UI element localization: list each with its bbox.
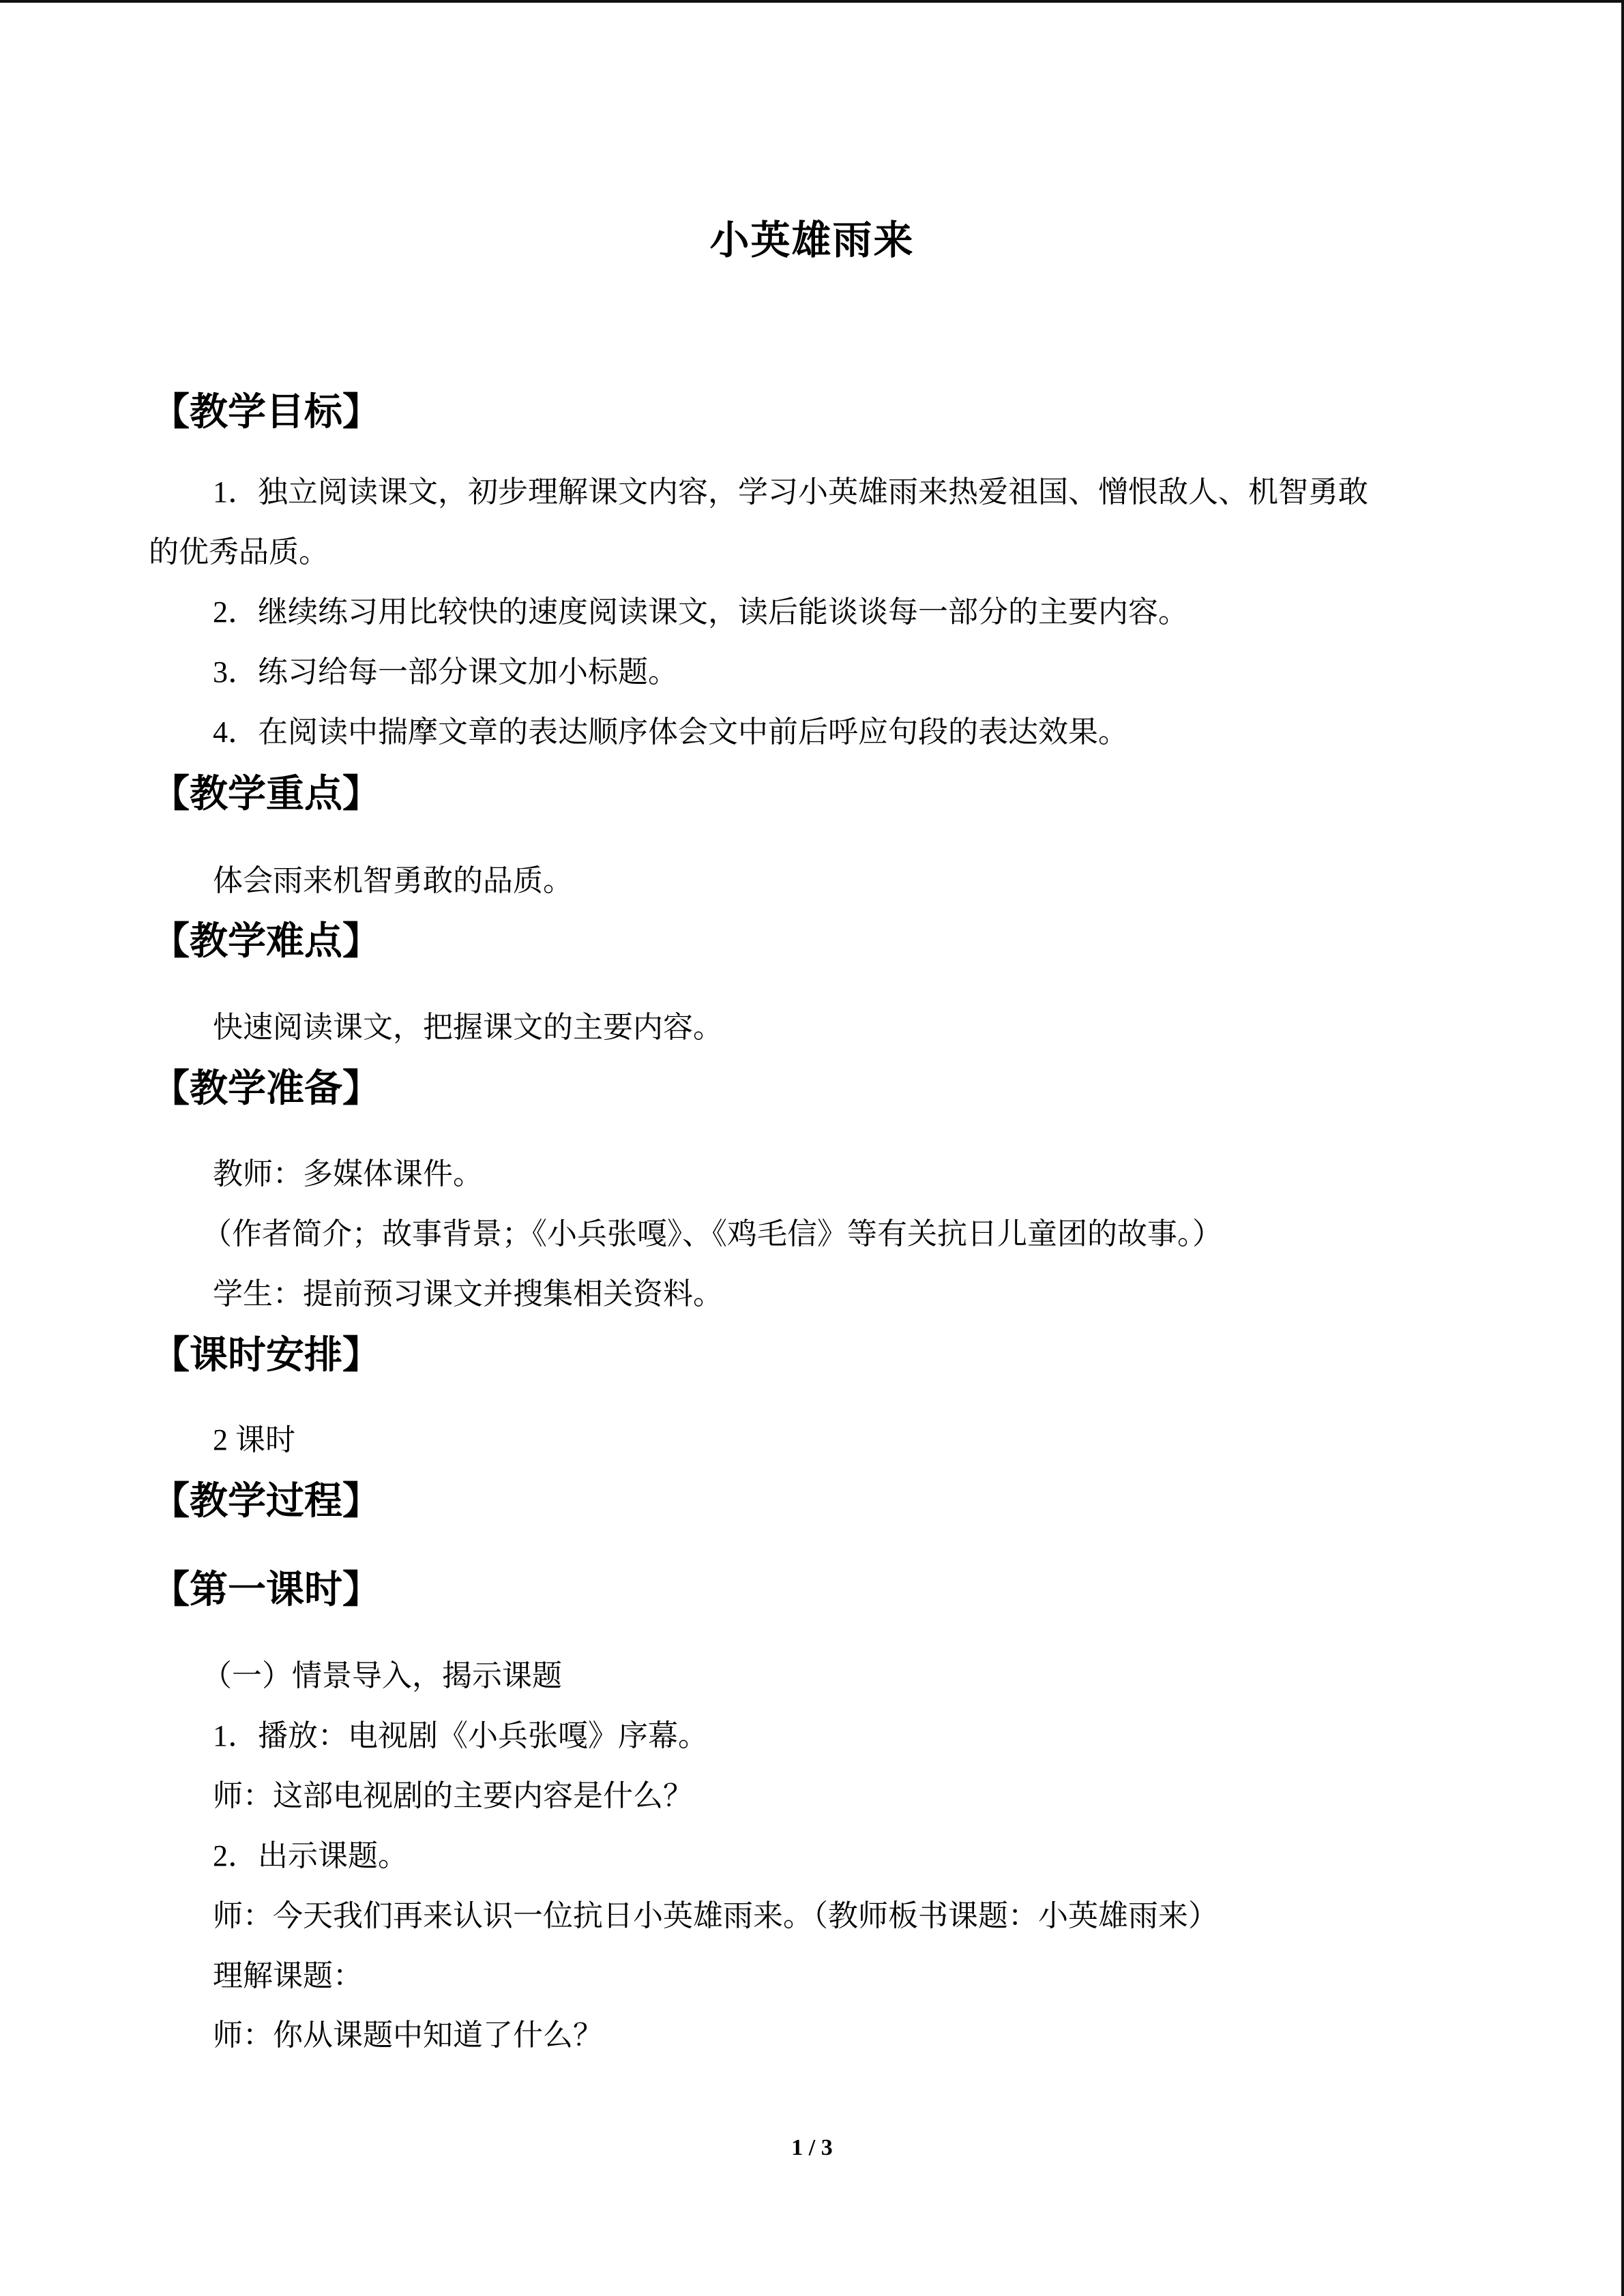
first-lesson-line-today: 师：今天我们再来认识一位抗日小英雄雨来。（教师板书课题：小英雄雨来）: [213, 1899, 1218, 1933]
objective-item-3: 3．练习给每一部分课文加小标题。: [213, 655, 678, 689]
heading-teaching-process: 【教学过程】: [151, 1479, 381, 1523]
first-lesson-step-intro: （一）情景导入，揭示课题: [202, 1659, 562, 1693]
heading-teaching-objectives: 【教学目标】: [151, 390, 381, 434]
first-lesson-line-question: 师：这部电视剧的主要内容是什么？: [213, 1779, 693, 1813]
heading-preparation: 【教学准备】: [151, 1067, 381, 1111]
key-points-text: 体会雨来机智勇敢的品质。: [213, 864, 573, 897]
heading-key-points: 【教学重点】: [151, 772, 381, 816]
schedule-text: 2 课时: [213, 1423, 295, 1457]
first-lesson-line-show-title: 2．出示课题。: [213, 1839, 408, 1873]
preparation-teacher: 教师：多媒体课件。: [213, 1157, 483, 1191]
objective-item-1-line1: 1．独立阅读课文，初步理解课文内容，学习小英雄雨来热爱祖国、憎恨敌人、机智勇敢: [213, 475, 1368, 509]
preparation-materials: （作者简介；故事背景；《小兵张嘎》、《鸡毛信》等有关抗日儿童团的故事。）: [202, 1217, 1222, 1251]
difficulties-text: 快速阅读课文，把握课文的主要内容。: [213, 1011, 723, 1044]
document-title: 小英雄雨来: [709, 218, 915, 263]
objective-item-2: 2．继续练习用比较快的速度阅读课文，读后能谈谈每一部分的主要内容。: [213, 595, 1188, 629]
heading-difficulties: 【教学难点】: [151, 919, 381, 964]
first-lesson-line-what-learned: 师：你从课题中知道了什么？: [213, 2018, 603, 2052]
preparation-student: 学生：提前预习课文并搜集相关资料。: [213, 1277, 723, 1311]
first-lesson-line-play: 1．播放：电视剧《小兵张嘎》序幕。: [213, 1719, 708, 1753]
objective-item-4: 4．在阅读中揣摩文章的表达顺序体会文中前后呼应句段的表达效果。: [213, 715, 1128, 749]
heading-first-lesson: 【第一课时】: [151, 1568, 381, 1612]
first-lesson-line-understand: 理解课题：: [213, 1959, 363, 1993]
page-border-top: [0, 0, 1624, 3]
objective-item-1-line2: 的优秀品质。: [149, 535, 329, 569]
heading-schedule: 【课时安排】: [151, 1333, 381, 1377]
page-number: 1 / 3: [791, 2135, 833, 2160]
page-border-right: [1621, 0, 1624, 2296]
